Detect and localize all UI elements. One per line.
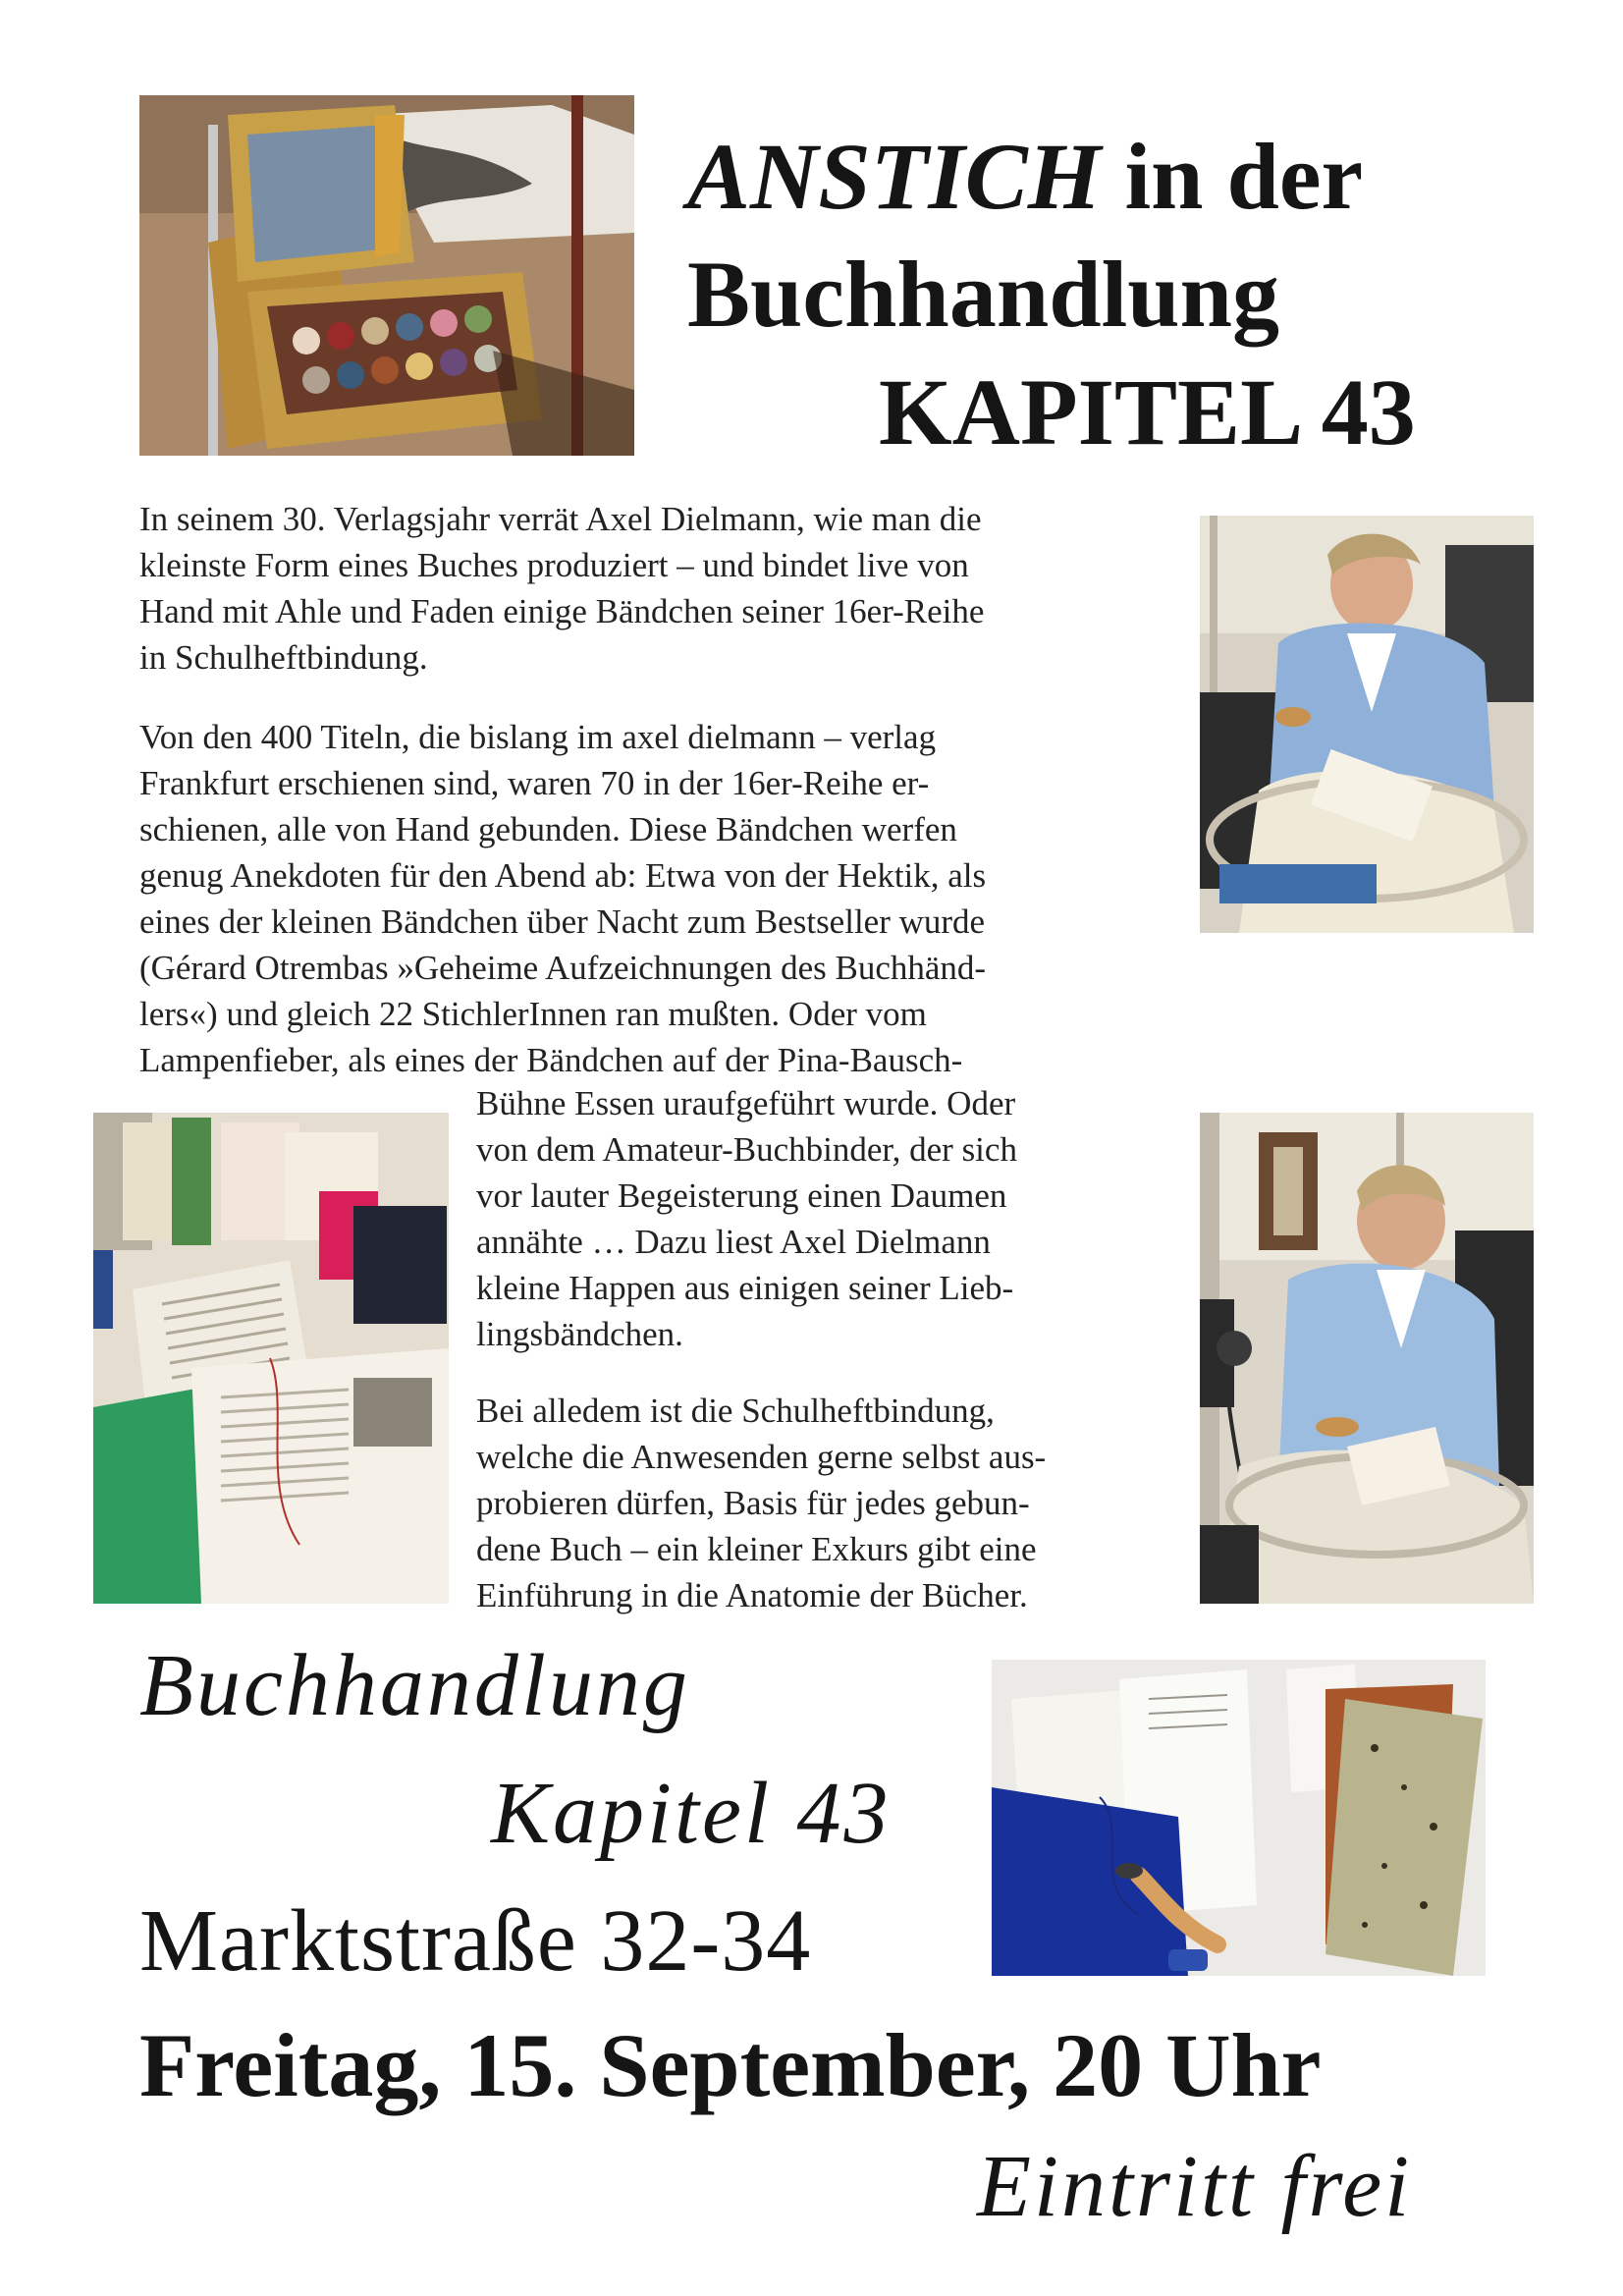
text-line: probieren dürfen, Basis für jedes gebun- <box>476 1484 1030 1522</box>
headline-anstich: ANSTICH <box>687 124 1102 229</box>
headline-line-1 <box>687 118 1512 236</box>
paragraph-intro <box>139 496 984 681</box>
text-line: annähte … Dazu liest Axel Dielmann <box>476 1223 991 1261</box>
text-line: welche die Anwesenden gerne selbst aus- <box>476 1438 1047 1476</box>
text-line: schienen, alle von Hand gebunden. Diese Bändchen werfen <box>139 810 957 848</box>
books-photo <box>93 1113 449 1604</box>
venue-address: Marktstraße 32-34 <box>139 1892 812 1990</box>
text-line: genug Anekdoten für den Abend ab: Etwa von der Hektik, als <box>139 856 987 895</box>
text-line: Lampenfieber, als eines der Bändchen auf der Pina-Bausch- <box>139 1041 963 1079</box>
text-line: in Schulheftbindung. <box>139 638 428 677</box>
text-line: (Gérard Otrembas »Geheime Aufzeichnungen des Buchhänd- <box>139 949 987 987</box>
headline <box>687 118 1512 471</box>
text-line: eines der kleinen Bändchen über Nacht zum Bestseller wurde <box>139 902 986 941</box>
headline-line-3: KAPITEL 43 <box>879 359 1416 465</box>
text-line: Bühne Essen uraufgeführt wurde. Oder <box>476 1084 1016 1122</box>
text-line: Hand mit Ahle und Faden einige Bändchen seiner 16er-Reihe <box>139 592 985 630</box>
text-line: Von den 400 Titeln, die bislang im axel dielmann – verlag <box>139 718 937 756</box>
binding-photo-1 <box>1200 516 1534 933</box>
event-date: Freitag, 15. September, 20 Uhr <box>139 2015 1322 2115</box>
headline-in-der: in der <box>1101 124 1364 229</box>
text-line: vor lauter Begeisterung einen Daumen <box>476 1176 1007 1215</box>
text-line: dene Buch – ein kleiner Exkurs gibt eine <box>476 1530 1037 1568</box>
text-line: von dem Amateur-Buchbinder, der sich <box>476 1130 1017 1169</box>
paragraph-main <box>139 714 986 1083</box>
text-line: Frankfurt erschienen sind, waren 70 in der 16er-Reihe er- <box>139 764 930 802</box>
text-line: In seinem 30. Verlagsjahr verrät Axel Dielmann, wie man die <box>139 500 982 538</box>
text-line: Bei alledem ist die Schulheftbindung, <box>476 1392 995 1430</box>
text-line: kleinste Form eines Buches produziert – und bindet live von <box>139 546 969 584</box>
text-line: lingsbändchen. <box>476 1315 683 1353</box>
venue-name-line-2: Kapitel 43 <box>491 1765 892 1862</box>
venue-name-line-1: Buchhandlung <box>139 1637 690 1734</box>
paragraph-main-continued <box>476 1080 1017 1357</box>
paragraph-closing <box>476 1388 1046 1618</box>
text-line: Einführung in die Anatomie der Bücher. <box>476 1576 1028 1614</box>
admission-note: Eintritt frei <box>977 2138 1413 2235</box>
thread-tin-photo <box>139 95 634 456</box>
headline-line-2: Buchhandlung <box>687 242 1280 347</box>
binding-photo-2 <box>1200 1113 1534 1604</box>
text-line: lers«) und gleich 22 StichlerInnen ran mußten. Oder vom <box>139 995 927 1033</box>
awl-books-photo <box>992 1660 1486 1976</box>
text-line: kleine Happen aus einigen seiner Lieb- <box>476 1269 1014 1307</box>
